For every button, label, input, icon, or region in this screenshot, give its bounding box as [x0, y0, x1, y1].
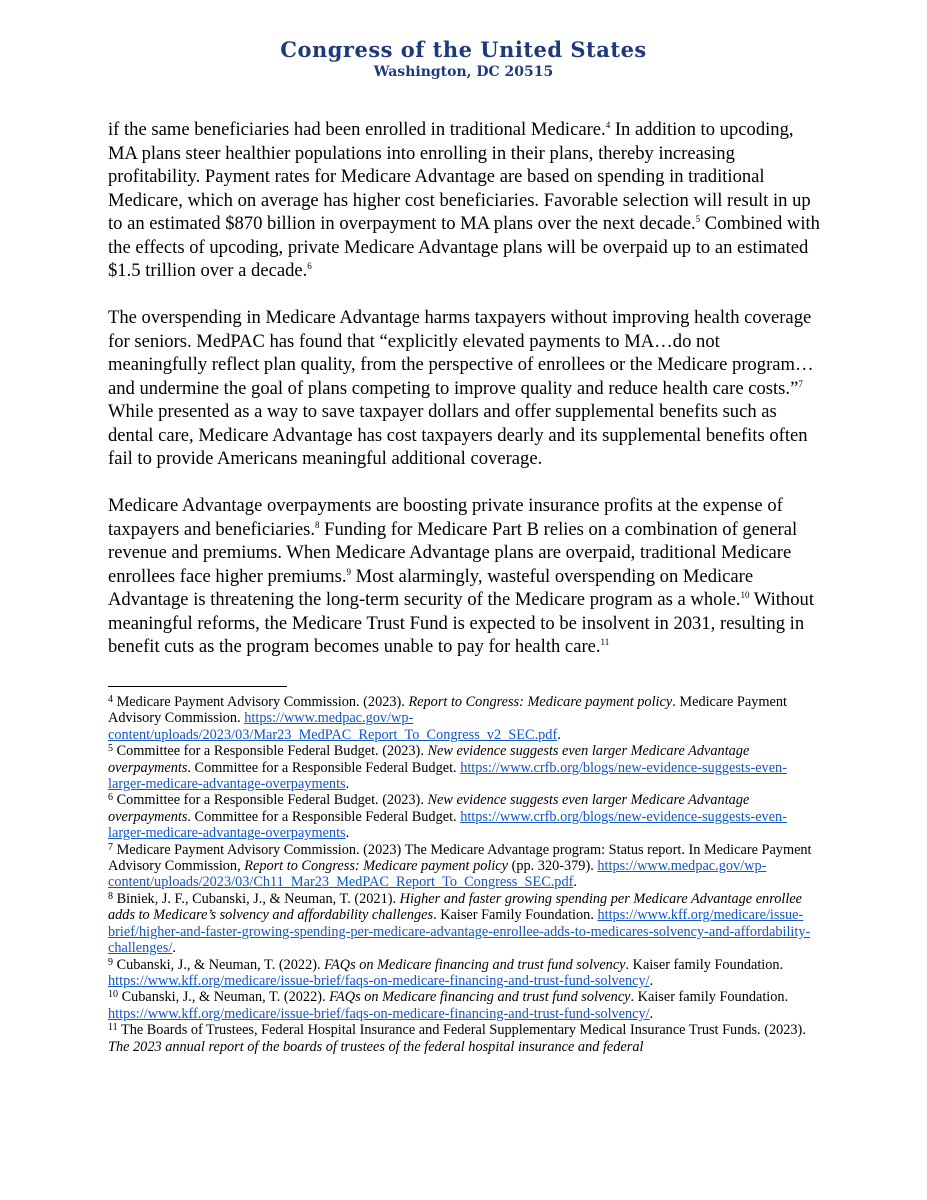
- footnote-7: [108, 842, 820, 891]
- footnote-title: New evidence suggests even larger Medicare Advantage overpayments: [108, 743, 750, 776]
- letterhead-title: Congress of the United States: [280, 37, 647, 62]
- body-paragraph: [108, 494, 820, 659]
- footnote-title: Report to Congress: Medicare payment policy: [408, 694, 673, 710]
- paragraph-text: Combined with the effects of upcoding, private Medicare Advantage plans will be overpaid up to an estimated $1.5 trillion over a decade.: [108, 213, 820, 281]
- footnote-reference[interactable]: 4: [605, 120, 611, 130]
- footnote-10: [108, 989, 820, 1022]
- footnote-separator: [108, 686, 287, 687]
- footnote-link[interactable]: https://www.kff.org/medicare/issue-brief/faqs-on-medicare-financing-and-trust-fund-solvency/: [108, 1005, 650, 1022]
- body-text: [108, 118, 820, 682]
- footnote-11: [108, 1022, 820, 1055]
- footnote-number: 10: [108, 989, 118, 1001]
- footnote-text: Cubanski, J., & Neuman, T. (2022).: [118, 989, 330, 1006]
- footnote-text: Committee for a Responsible Federal Budget. (2023).: [113, 743, 428, 760]
- footnote-title: FAQs on Medicare financing and trust fund solvency: [324, 956, 626, 973]
- footnote-reference[interactable]: 5: [695, 214, 701, 224]
- footnote-reference[interactable]: 11: [600, 637, 610, 647]
- footnote-reference[interactable]: 8: [315, 519, 320, 530]
- paragraph-text: While presented as a way to save taxpayer dollars and offer supplemental benefits such as dental care, Medicare Advantage has cost taxpayers dearly and its supplemental benefits often fail to provide Americans meaningful additional coverage.: [108, 401, 808, 469]
- footnote-number: 11: [108, 1022, 118, 1034]
- footnote-link[interactable]: https://www.kff.org/medicare/issue-brief/higher-and-faster-growing-spending-per-medicare-advantage-enrollee-adds-to-medicares-solvency-and-affordability-challenges/: [108, 907, 811, 957]
- footnote-number: 4: [108, 694, 113, 705]
- paragraph-text: if the same beneficiaries had been enrolled in traditional Medicare.: [108, 119, 606, 140]
- footnotes: [108, 694, 820, 1055]
- footnote-number: 7: [108, 841, 113, 853]
- body-paragraph: [108, 306, 820, 471]
- footnote-number: 5: [108, 743, 113, 755]
- body-paragraph: [108, 118, 820, 283]
- paragraph-text: In addition to upcoding, MA plans steer healthier populations into enrolling in their plans, thereby increasing profitability. Payment rates for Medicare Advantage are based on spending in traditional Medicare, which on average has higher cost beneficiaries. Favorable selection will result in up to an estimated $870 billion in overpayment to MA plans over the next decade.: [108, 119, 811, 234]
- footnote-title: The 2023 annual report of the boards of trustees of the federal hospital insurance and federal: [108, 1038, 644, 1055]
- footnote-text: . Committee for a Responsible Federal Budget.: [187, 759, 461, 776]
- footnote-number: 8: [108, 890, 113, 902]
- footnote-8: [108, 891, 820, 957]
- footnote-number: 9: [108, 956, 113, 968]
- footnote-text: . Kaiser family Foundation.: [630, 989, 789, 1006]
- footnote-text: Medicare Payment Advisory Commission. (2023).: [113, 694, 409, 710]
- footnote-number: 6: [108, 792, 113, 804]
- footnote-text: .: [573, 874, 577, 891]
- footnote-reference[interactable]: 7: [798, 378, 803, 389]
- footnote-text: . Medicare Payment Advisory Commission.: [108, 694, 787, 727]
- paragraph-text: Funding for Medicare Part B relies on a combination of general revenue and premiums. When Medicare Advantage plans are overpaid, traditional Medicare enrollees face higher premiums.: [108, 518, 798, 587]
- letterhead: [0, 38, 927, 81]
- footnote-text: Medicare Payment Advisory Commission. (2023) The Medicare Advantage program: Status report. In Medicare Payment Advisory Commission,: [108, 841, 812, 875]
- footnote-text: (pp. 320-379).: [508, 858, 598, 875]
- footnote-text: . Kaiser family Foundation.: [625, 956, 784, 973]
- paragraph-text: Most alarmingly, wasteful overspending on Medicare Advantage is threatening the long-term security of the Medicare program as a whole.: [108, 565, 754, 610]
- footnote-text: . Kaiser Family Foundation.: [433, 907, 598, 924]
- footnote-link[interactable]: https://www.kff.org/medicare/issue-brief/faqs-on-medicare-financing-and-trust-fund-solvency/: [108, 972, 650, 989]
- footnote-text: Cubanski, J., & Neuman, T. (2022).: [113, 956, 325, 973]
- footnote-reference[interactable]: 6: [307, 261, 312, 271]
- footnote-6: [108, 792, 820, 841]
- footnote-link[interactable]: https://www.medpac.gov/wp-content/uploads/2023/03/Ch11_Mar23_MedPAC_Report_To_Congress_SEC.pdf: [108, 858, 767, 891]
- footnote-text: .: [345, 825, 350, 842]
- footnote-title: FAQs on Medicare financing and trust fund solvency: [329, 989, 631, 1006]
- footnote-text: .: [649, 972, 654, 989]
- footnote-text: .: [172, 940, 176, 957]
- footnote-title: Report to Congress: Medicare payment policy: [244, 858, 509, 875]
- footnote-text: Committee for a Responsible Federal Budget. (2023).: [113, 792, 428, 809]
- letterhead-subtitle: Washington, DC 20515: [373, 64, 554, 80]
- footnote-text: The Boards of Trustees, Federal Hospital Insurance and Federal Supplementary Medical Insurance Trust Funds. (2023).: [117, 1022, 806, 1039]
- footnote-reference[interactable]: 10: [740, 590, 750, 600]
- footnote-text: .: [345, 776, 350, 793]
- paragraph-text: Without meaningful reforms, the Medicare Trust Fund is expected to be insolvent in 2031, resulting in benefit cuts as the program becomes unable to pay for health care.: [108, 589, 814, 657]
- footnote-9: [108, 957, 820, 990]
- footnote-text: . Committee for a Responsible Federal Budget.: [187, 808, 461, 825]
- footnote-link[interactable]: https://www.crfb.org/blogs/new-evidence-suggests-even-larger-medicare-advantage-overpayments: [108, 808, 787, 842]
- paragraph-text: Medicare Advantage overpayments are boosting private insurance profits at the expense of taxpayers and beneficiaries.: [108, 495, 783, 540]
- footnote-text: .: [649, 1005, 654, 1022]
- footnote-5: [108, 743, 820, 792]
- footnote-text: .: [557, 726, 561, 743]
- footnote-link[interactable]: https://www.crfb.org/blogs/new-evidence-suggests-even-larger-medicare-advantage-overpayments: [108, 759, 787, 793]
- footnote-title: New evidence suggests even larger Medicare Advantage overpayments: [108, 792, 750, 825]
- footnote-link[interactable]: https://www.medpac.gov/wp-content/uploads/2023/03/Mar23_MedPAC_Report_To_Congress_v2_SEC.pdf: [108, 710, 558, 743]
- paragraph-text: The overspending in Medicare Advantage harms taxpayers without improving health coverage for seniors. MedPAC has found that “explicitly elevated payments to MA…do not meaningfully reflect plan quality, from the perspective of enrollees or the Medicare program…and undermine the goal of plans competing to improve quality and reduce health care costs.”: [108, 307, 814, 399]
- footnote-reference[interactable]: 9: [346, 566, 352, 577]
- footnote-title: Higher and faster growing spending per Medicare Advantage enrollee adds to Medicare’s solvency and affordability challenges: [108, 890, 803, 924]
- footnote-4: [108, 694, 820, 743]
- footnote-text: Biniek, J. F., Cubanski, J., & Neuman, T. (2021).: [113, 890, 400, 907]
